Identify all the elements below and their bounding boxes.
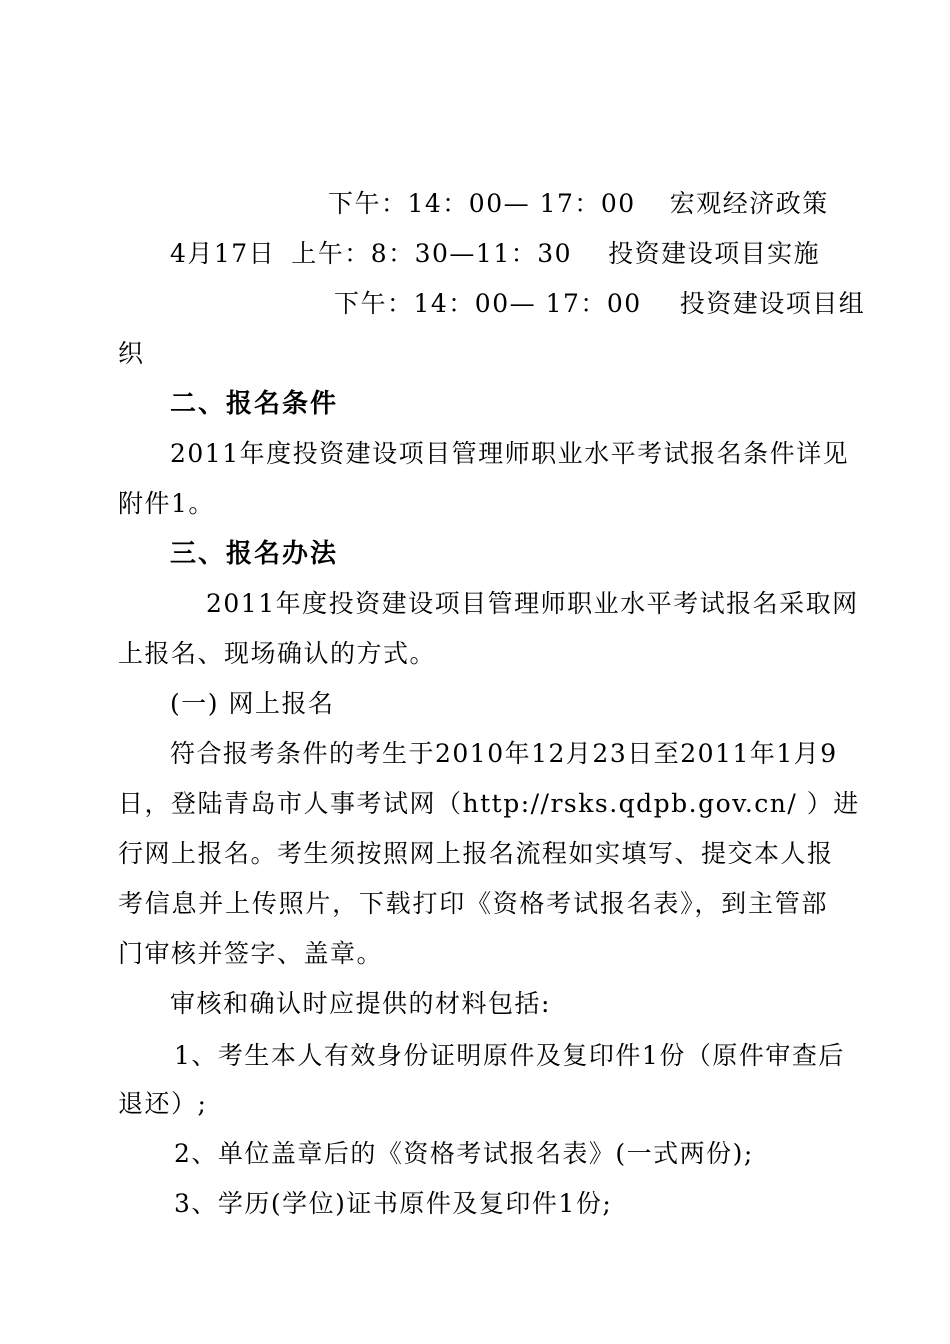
section-3-heading: 三、报名办法 [170, 539, 339, 569]
online-para-line-1: 符合报考条件的考生于2010年12月23日至2011年1月9 [170, 739, 838, 768]
materials-intro: 审核和确认时应提供的材料包括: [170, 989, 551, 1018]
online-para-line-3: 行网上报名。考生须按照网上报名流程如实填写、提交本人报 [118, 839, 834, 868]
section-2-para-line-1: 2011年度投资建设项目管理师职业水平考试报名条件详见 [170, 439, 850, 468]
schedule-row-1 [328, 188, 828, 220]
section-2-para-line-2: 附件1。 [118, 489, 215, 518]
online-para-line-5: 门审核并签字、盖章。 [118, 939, 384, 968]
section-3-para-line-2: 上报名、现场确认的方式。 [118, 639, 437, 668]
schedule-row-2-period: 上午：8：30—11：30 [291, 239, 573, 268]
schedule-row-3-subject-cont: 织 [118, 339, 145, 368]
schedule-row-2 [170, 238, 828, 270]
materials-item-1-line-2: 退还）; [118, 1089, 208, 1118]
schedule-row-3 [334, 288, 866, 320]
schedule-row-1-period: 下午：14：00— 17：00 [328, 189, 636, 218]
materials-item-3: 3、学历(学位)证书原件及复印件1份; [174, 1189, 613, 1218]
section-3-para-line-1: 2011年度投资建设项目管理师职业水平考试报名采取网 [206, 589, 859, 618]
materials-item-1-line-1: 1、考生本人有效身份证明原件及复印件1份（原件审查后 [174, 1041, 845, 1070]
online-para-line-4: 考信息并上传照片，下载打印《资格考试报名表》，到主管部 [118, 889, 828, 918]
schedule-row-2-subject: 投资建设项目实施 [608, 239, 821, 268]
schedule-row-3-subject: 投资建设项目组 [679, 289, 866, 318]
schedule-row-3-period: 下午：14：00— 17：00 [334, 289, 642, 318]
section-2-heading: 二、报名条件 [170, 389, 339, 419]
schedule-row-2-date: 4月17日 [170, 239, 276, 268]
online-para-line-2: 日，登陆青岛市人事考试网（http://rsks.qdpb.gov.cn/ ）进 [118, 789, 860, 818]
schedule-row-1-subject: 宏观经济政策 [669, 189, 829, 218]
materials-item-2: 2、单位盖章后的《资格考试报名表》(一式两份); [174, 1139, 754, 1168]
subsection-online-heading: (一) 网上报名 [170, 689, 335, 718]
